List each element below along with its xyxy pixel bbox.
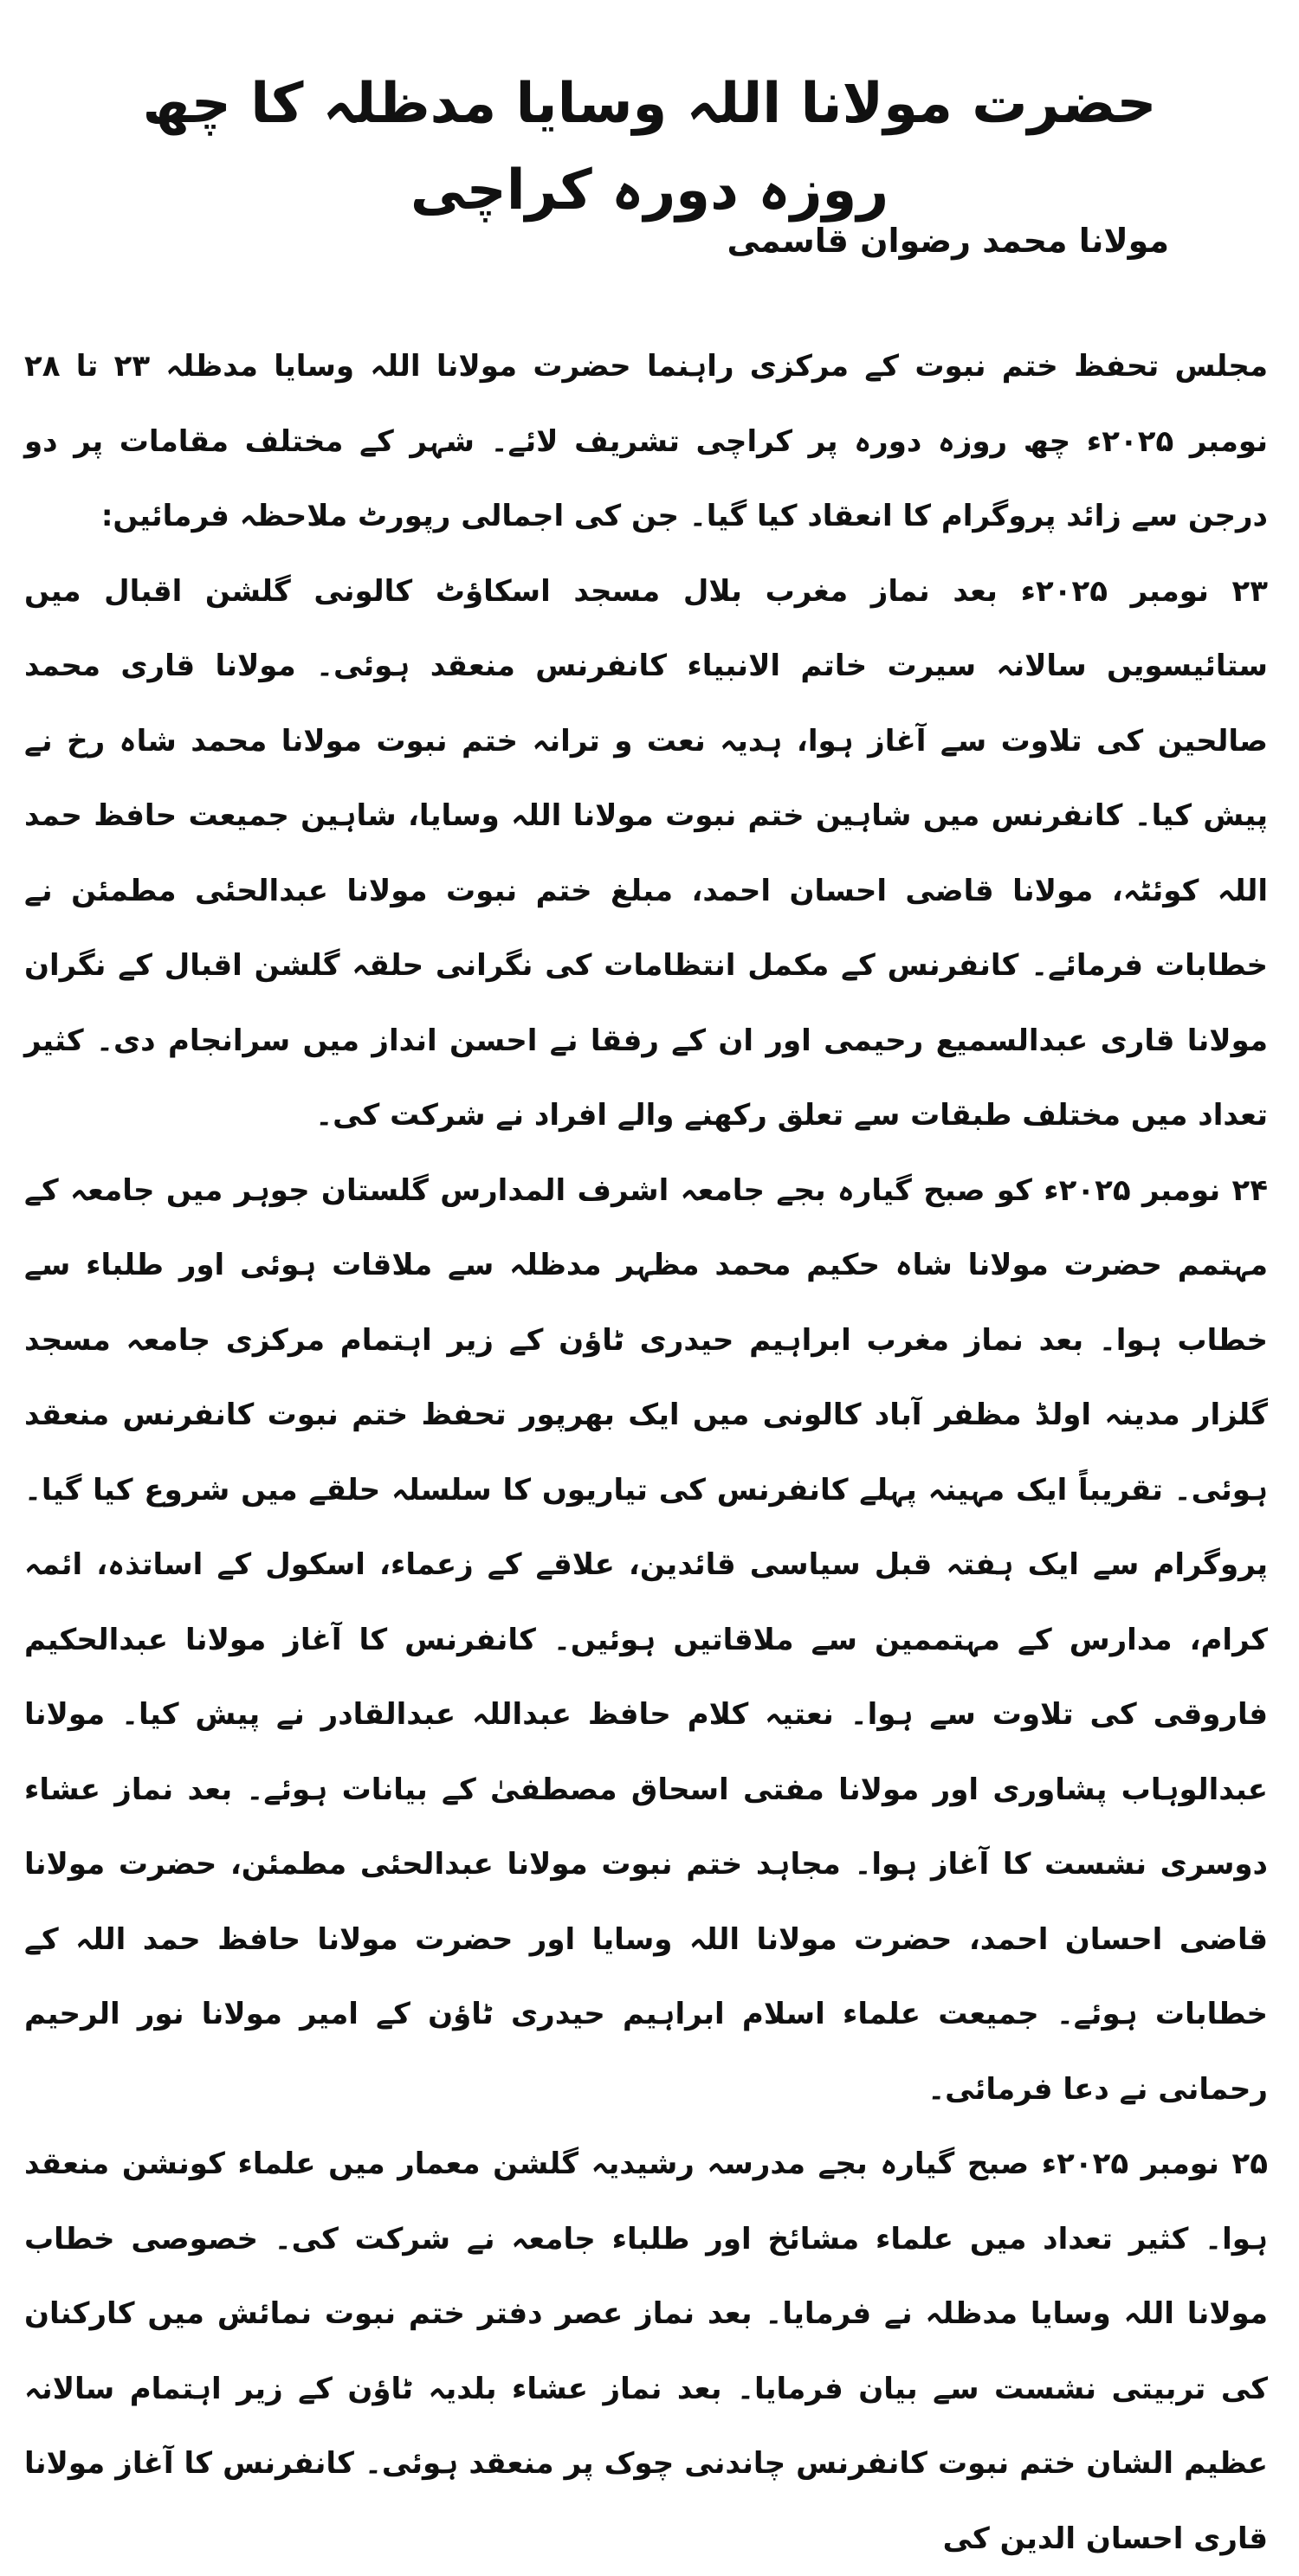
paragraph-nov-25: ۲۵ نومبر ۲۰۲۵ء صبح گیارہ بجے مدرسہ رشیدیہ گلشن معمار میں علماء کونشن منعقد ہوا۔ کثیر تعداد میں علماء مشائخ اور طلباء جامعہ نے شرکت کی۔ خصوصی خطاب مولانا اللہ وسایا مدظلہ نے فرمایا۔ بعد نماز عصر دفتر ختم نبوت نمائش میں کارکنان کی تربیتی نشست سے بیان فرمایا۔ بعد نماز عشاء بلدیہ ٹاؤن کے زیر اہتمام سالانہ عظیم الشان ختم نبوت کانفرنس چاندنی چوک پر منعقد ہوئی۔ کانفرنس کا آغاز مولانا قاری احسان الدین کی: [24, 2147, 1268, 2556]
article-body: [24, 329, 1268, 2576]
article-author: مولانا محمد رضوان قاسمی: [727, 222, 1169, 260]
paragraph-nov-23: ۲۳ نومبر ۲۰۲۵ء بعد نماز مغرب بلال مسجد اسکاؤٹ کالونی گلشن اقبال میں ستائیسویں سالانہ سیرت خاتم الانبیاء کانفرنس منعقد ہوئی۔ مولانا قاری محمد صالحین کی تلاوت سے آغاز ہوا، ہدیہ نعت و ترانہ ختم نبوت مولانا محمد شاہ رخ نے پیش کیا۔ کانفرنس میں شاہین ختم نبوت مولانا اللہ وسایا، شاہین جمیعت حافظ حمد اللہ کوئٹہ، مولانا قاضی احسان احمد، مبلغ ختم نبوت مولانا عبدالحئی مطمئن نے خطابات فرمائے۔ کانفرنس کے مکمل انتظامات کی نگرانی حلقہ گلشن اقبال کے نگران مولانا قاری عبدالسمیع رحیمی اور ان کے رفقا نے احسن انداز میں سرانجام دی۔ کثیر تعداد میں مختلف طبقات سے تعلق رکھنے والے افراد نے شرکت کی۔: [24, 573, 1268, 1133]
article-title: حضرت مولانا اللہ وسایا مدظلہ کا چھ روزہ دورہ کراچی: [142, 72, 1157, 223]
paragraph-intro: مجلس تحفظ ختم نبوت کے مرکزی راہنما حضرت مولانا اللہ وسایا مدظلہ ۲۳ تا ۲۸ نومبر ۲۰۲۵ء چھ روزہ دورہ پر کراچی تشریف لائے۔ شہر کے مختلف مقامات پر دو درجن سے زائد پروگرام کا انعقاد کیا گیا۔ جن کی اجمالی رپورٹ ملاحظہ فرمائیں:: [24, 349, 1268, 533]
paragraph-nov-24: ۲۴ نومبر ۲۰۲۵ء کو صبح گیارہ بجے جامعہ اشرف المدارس گلستان جوہر میں جامعہ کے مہتمم حضرت مولانا شاہ حکیم محمد مظہر مدظلہ سے ملاقات ہوئی اور طلباء سے خطاب ہوا۔ بعد نماز مغرب ابراہیم حیدری ٹاؤن کے زیر اہتمام مرکزی جامعہ مسجد گلزار مدینہ اولڈ مظفر آباد کالونی میں ایک بھرپور تحفظ ختم نبوت کانفرنس منعقد ہوئی۔ تقریباً ایک مہینہ پہلے کانفرنس کی تیاریوں کا سلسلہ حلقے میں شروع کیا گیا۔ پروگرام سے ایک ہفتہ قبل سیاسی قائدین، علاقے کے زعماء، اسکول کے اساتذہ، ائمہ کرام، مدارس کے مہتممین سے ملاقاتیں ہوئیں۔ کانفرنس کا آغاز مولانا عبدالحکیم فاروقی کی تلاوت سے ہوا۔ نعتیہ کلام حافظ عبداللہ عبدالقادر نے پیش کیا۔ مولانا عبدالوہاب پشاوری اور مولانا مفتی اسحاق مصطفیٰ کے بیانات ہوئے۔ بعد نماز عشاء دوسری نشست کا آغاز ہوا۔ مجاہد ختم نبوت مولانا عبدالحئی مطمئن، حضرت مولانا قاضی احسان احمد، حضرت مولانا اللہ وسایا اور حضرت مولانا حافظ حمد اللہ کے خطابات ہوئے۔ جمیعت علماء اسلام ابراہیم حیدری ٹاؤن کے امیر مولانا نور الرحیم رحمانی نے دعا فرمائی۔: [24, 1172, 1268, 2107]
